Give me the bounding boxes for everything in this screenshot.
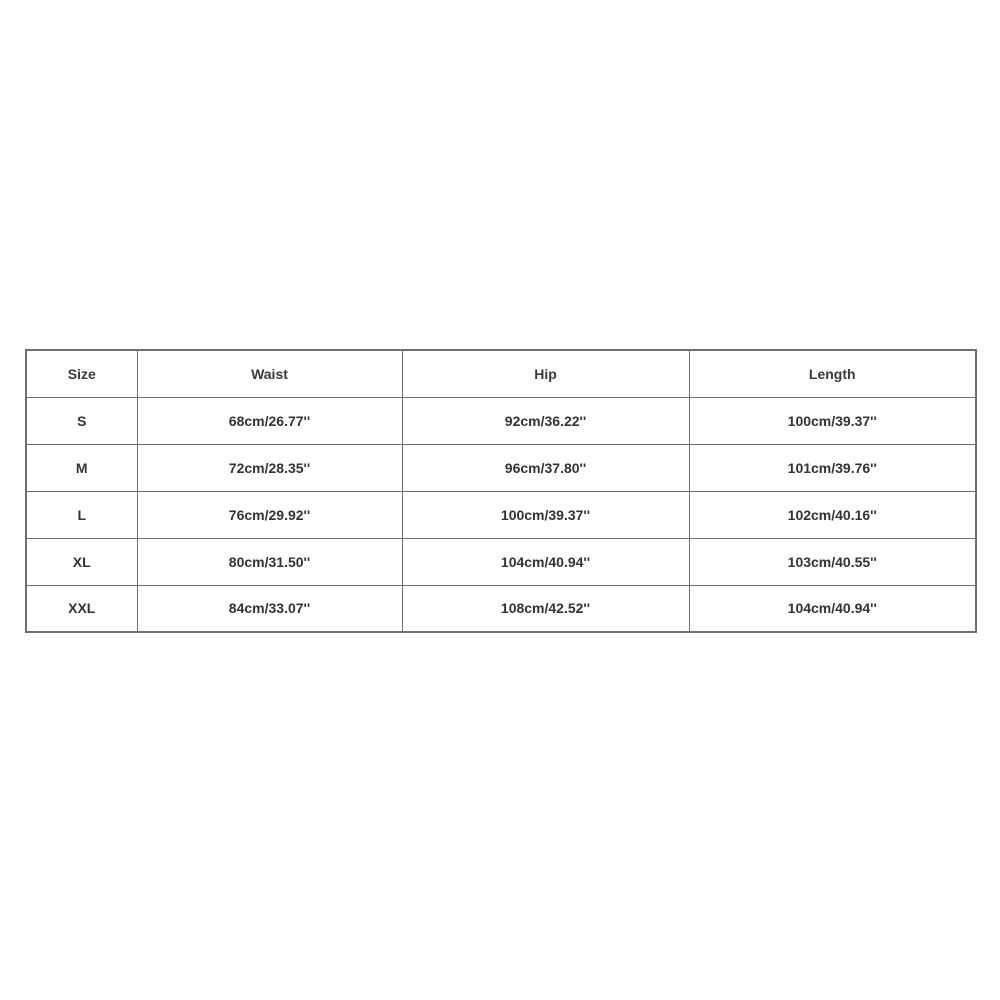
cell-waist: 84cm/33.07'': [137, 585, 402, 632]
cell-size: XL: [26, 538, 137, 585]
cell-waist: 76cm/29.92'': [137, 491, 402, 538]
header-size: Size: [26, 350, 137, 397]
table-row: [26, 491, 976, 538]
cell-length: 102cm/40.16'': [689, 491, 976, 538]
cell-length: 101cm/39.76'': [689, 444, 976, 491]
cell-size: XXL: [26, 585, 137, 632]
cell-length: 100cm/39.37'': [689, 397, 976, 444]
cell-length: 103cm/40.55'': [689, 538, 976, 585]
table-row: [26, 444, 976, 491]
header-waist: Waist: [137, 350, 402, 397]
size-chart-table: [25, 349, 977, 633]
table-row: [26, 397, 976, 444]
cell-waist: 72cm/28.35'': [137, 444, 402, 491]
cell-hip: 108cm/42.52'': [402, 585, 689, 632]
cell-size: L: [26, 491, 137, 538]
header-hip: Hip: [402, 350, 689, 397]
table-header-row: [26, 350, 976, 397]
table-row: [26, 585, 976, 632]
cell-hip: 96cm/37.80'': [402, 444, 689, 491]
table-row: [26, 538, 976, 585]
cell-waist: 80cm/31.50'': [137, 538, 402, 585]
cell-hip: 100cm/39.37'': [402, 491, 689, 538]
cell-length: 104cm/40.94'': [689, 585, 976, 632]
cell-hip: 104cm/40.94'': [402, 538, 689, 585]
cell-hip: 92cm/36.22'': [402, 397, 689, 444]
cell-waist: 68cm/26.77'': [137, 397, 402, 444]
header-length: Length: [689, 350, 976, 397]
cell-size: M: [26, 444, 137, 491]
cell-size: S: [26, 397, 137, 444]
